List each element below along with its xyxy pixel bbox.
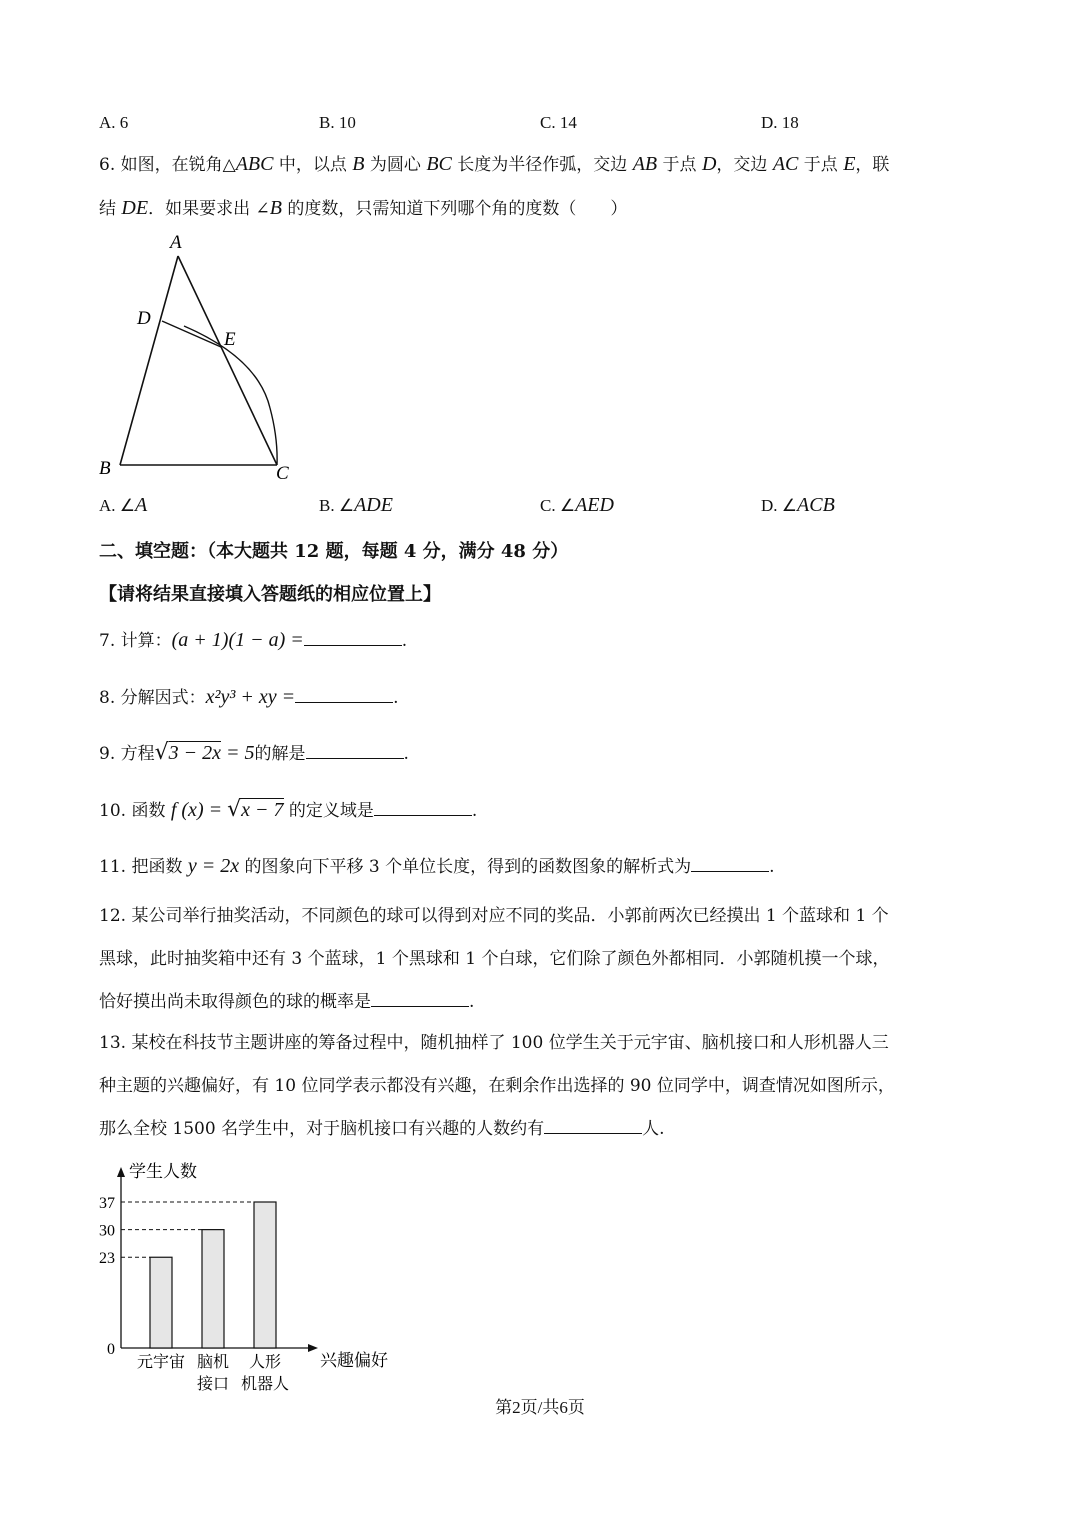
q13-line-3 — [99, 1117, 664, 1141]
x-category-label: 人形 — [248, 1354, 282, 1371]
q6-text: 6. 如图，在锐角△ — [99, 155, 236, 175]
x-axis-arrow — [308, 1344, 318, 1352]
q11-prefix: 11. 把函数 — [99, 857, 188, 877]
q6-math: B — [269, 197, 282, 219]
q6-math: B — [352, 153, 365, 175]
q6-text: 于点 — [798, 155, 844, 175]
x-category-label: 脑机 — [196, 1354, 230, 1371]
q11-suffix: 的图象向下平移 3 个单位长度，得到的函数图象的解析式为 — [239, 857, 692, 877]
q8-answer-blank — [295, 686, 393, 703]
q5-option-d: D. 18 — [761, 113, 799, 132]
q8 — [99, 685, 399, 710]
bar-2 — [202, 1230, 224, 1348]
q7-prefix: 7. 计算： — [99, 631, 172, 651]
q10-radicand: x − 7 — [241, 799, 284, 821]
q7-expression: (a + 1)(1 − a) = — [171, 629, 304, 651]
q10-function: f (x) = — [170, 799, 228, 821]
q6-text: 长度为半径作弧，交边 — [451, 155, 633, 175]
q6-math: E — [843, 153, 856, 175]
q10-prefix: 10. 函数 — [99, 801, 171, 821]
q9-equals: = 5 — [221, 742, 255, 764]
q12-line-2: 黑球，此时抽奖箱中还有 3 个蓝球，1 个黑球和 1 个白球，它们除了颜色外都相同．小郭随机摸一个球， — [99, 949, 890, 969]
interest-bar-chart — [90, 1155, 400, 1395]
q9-suffix: 的解是 — [254, 744, 306, 764]
q11-expression: y = 2x — [187, 855, 240, 877]
q10 — [99, 798, 477, 823]
q9-prefix: 9. 方程 — [99, 744, 155, 764]
section-2-instruction: 【请将结果直接填入答题纸的相应位置上】 — [99, 584, 441, 605]
x-axis-label: 兴趣偏好 — [320, 1351, 388, 1370]
bar-3 — [254, 1202, 276, 1348]
q12-line-3 — [99, 990, 474, 1014]
q6-option-c — [540, 494, 614, 517]
segment-de — [162, 321, 221, 347]
q6-option-d — [761, 494, 835, 517]
q6-math: DE — [121, 197, 149, 219]
label-b: B — [99, 458, 111, 479]
q10-answer-blank — [374, 799, 472, 816]
bar-1 — [150, 1257, 172, 1348]
q10-suffix: 的定义域是 — [283, 801, 374, 821]
option-prefix: D. ∠ — [761, 496, 798, 515]
q6-line-1 — [99, 152, 889, 177]
q6-triangle-figure — [90, 228, 310, 488]
q9-end: . — [403, 744, 409, 764]
option-prefix: A. ∠ — [99, 496, 136, 515]
option-angle: A — [135, 494, 148, 516]
q7-end: . — [401, 631, 408, 651]
q6-line-2 — [99, 196, 627, 221]
y-axis-arrow — [117, 1167, 125, 1177]
option-prefix: B. ∠ — [319, 496, 355, 515]
q13-line-1: 13. 某校在科技节主题讲座的筹备过程中，随机抽样了 100 位学生关于元宇宙、脑机接口和人形机器人三 — [99, 1033, 889, 1053]
q6-option-a — [99, 494, 147, 517]
section-2-title: 二、填空题：（本大题共 12 题，每题 4 分，满分 48 分） — [99, 541, 569, 562]
page-footer: 第2页/共6页 — [495, 1398, 585, 1417]
y-axis-label: 学生人数 — [129, 1162, 197, 1181]
q5-option-b: B. 10 — [319, 113, 356, 132]
q6-math: AC — [772, 153, 799, 175]
q5-option-c: C. 14 — [540, 113, 577, 132]
q5-option-a: A. 6 — [99, 113, 129, 132]
q13-answer-blank — [544, 1117, 642, 1134]
label-a: A — [170, 232, 182, 253]
q13-text: 那么全校 1500 名学生中，对于脑机接口有兴趣的人数约有 — [99, 1119, 545, 1139]
q12-answer-blank — [371, 990, 469, 1007]
side-ab — [120, 256, 178, 465]
q9-radicand: 3 − 2x — [168, 742, 222, 764]
q8-end: . — [393, 688, 399, 708]
x-category-label: 接口 — [196, 1376, 230, 1393]
q6-text: 中，以点 — [273, 155, 353, 175]
option-angle: ACB — [797, 494, 835, 516]
option-prefix: C. ∠ — [540, 496, 576, 515]
y-tick-label: 0 — [107, 1341, 115, 1358]
q6-text: ，交边 — [716, 155, 773, 175]
x-category-label: 机器人 — [240, 1376, 290, 1393]
x-category-label: 元宇宙 — [136, 1354, 186, 1371]
y-tick-label: 37 — [99, 1195, 115, 1212]
q6-option-b — [319, 494, 393, 517]
label-e: E — [224, 329, 236, 350]
q13-line-2: 种主题的兴趣偏好，有 10 位同学表示都没有兴趣，在剩余作出选择的 90 位同学中，调查情况如图所示， — [99, 1076, 895, 1096]
q8-expression: x²y³ + xy = — [205, 686, 296, 708]
q6-math: AB — [632, 153, 658, 175]
label-c: C — [276, 463, 289, 484]
q9-answer-blank — [306, 742, 404, 759]
option-angle: AED — [575, 494, 614, 516]
q6-math: D — [701, 153, 717, 175]
side-ac — [178, 256, 277, 465]
q6-text: 结 — [99, 199, 122, 219]
q6-math: ABC — [235, 153, 274, 175]
q6-text: ，联 — [855, 155, 890, 175]
q10-sqrt-sign: √ — [227, 797, 242, 822]
q11 — [99, 854, 775, 879]
y-tick-label: 30 — [99, 1222, 115, 1240]
label-d: D — [137, 308, 151, 329]
q7-answer-blank — [304, 629, 402, 646]
q12-end: . — [469, 992, 475, 1012]
q12-line-1: 12. 某公司举行抽奖活动，不同颜色的球可以得到对应不同的奖品．小郭前两次已经摸出 1 个蓝球和 1 个 — [99, 906, 889, 926]
q6-math: BC — [426, 153, 452, 175]
q11-answer-blank — [691, 855, 769, 872]
q9 — [99, 741, 409, 766]
q7 — [99, 628, 407, 653]
q12-text: 恰好摸出尚未取得颜色的球的概率是 — [99, 992, 371, 1012]
y-tick-label: 23 — [99, 1250, 115, 1268]
q8-prefix: 8. 分解因式： — [99, 688, 206, 708]
option-angle: ADE — [354, 494, 393, 516]
q6-text: 为圆心 — [364, 155, 427, 175]
q11-end: . — [769, 857, 775, 877]
q6-text: ．如果要求出 ∠ — [148, 199, 270, 219]
q6-text: 于点 — [657, 155, 702, 175]
q10-end: . — [471, 801, 478, 821]
q9-sqrt-sign: √ — [154, 740, 169, 765]
q6-text: 的度数，只需知道下列哪个角的度数（ ） — [281, 199, 628, 219]
q13-end: 人. — [642, 1119, 665, 1139]
